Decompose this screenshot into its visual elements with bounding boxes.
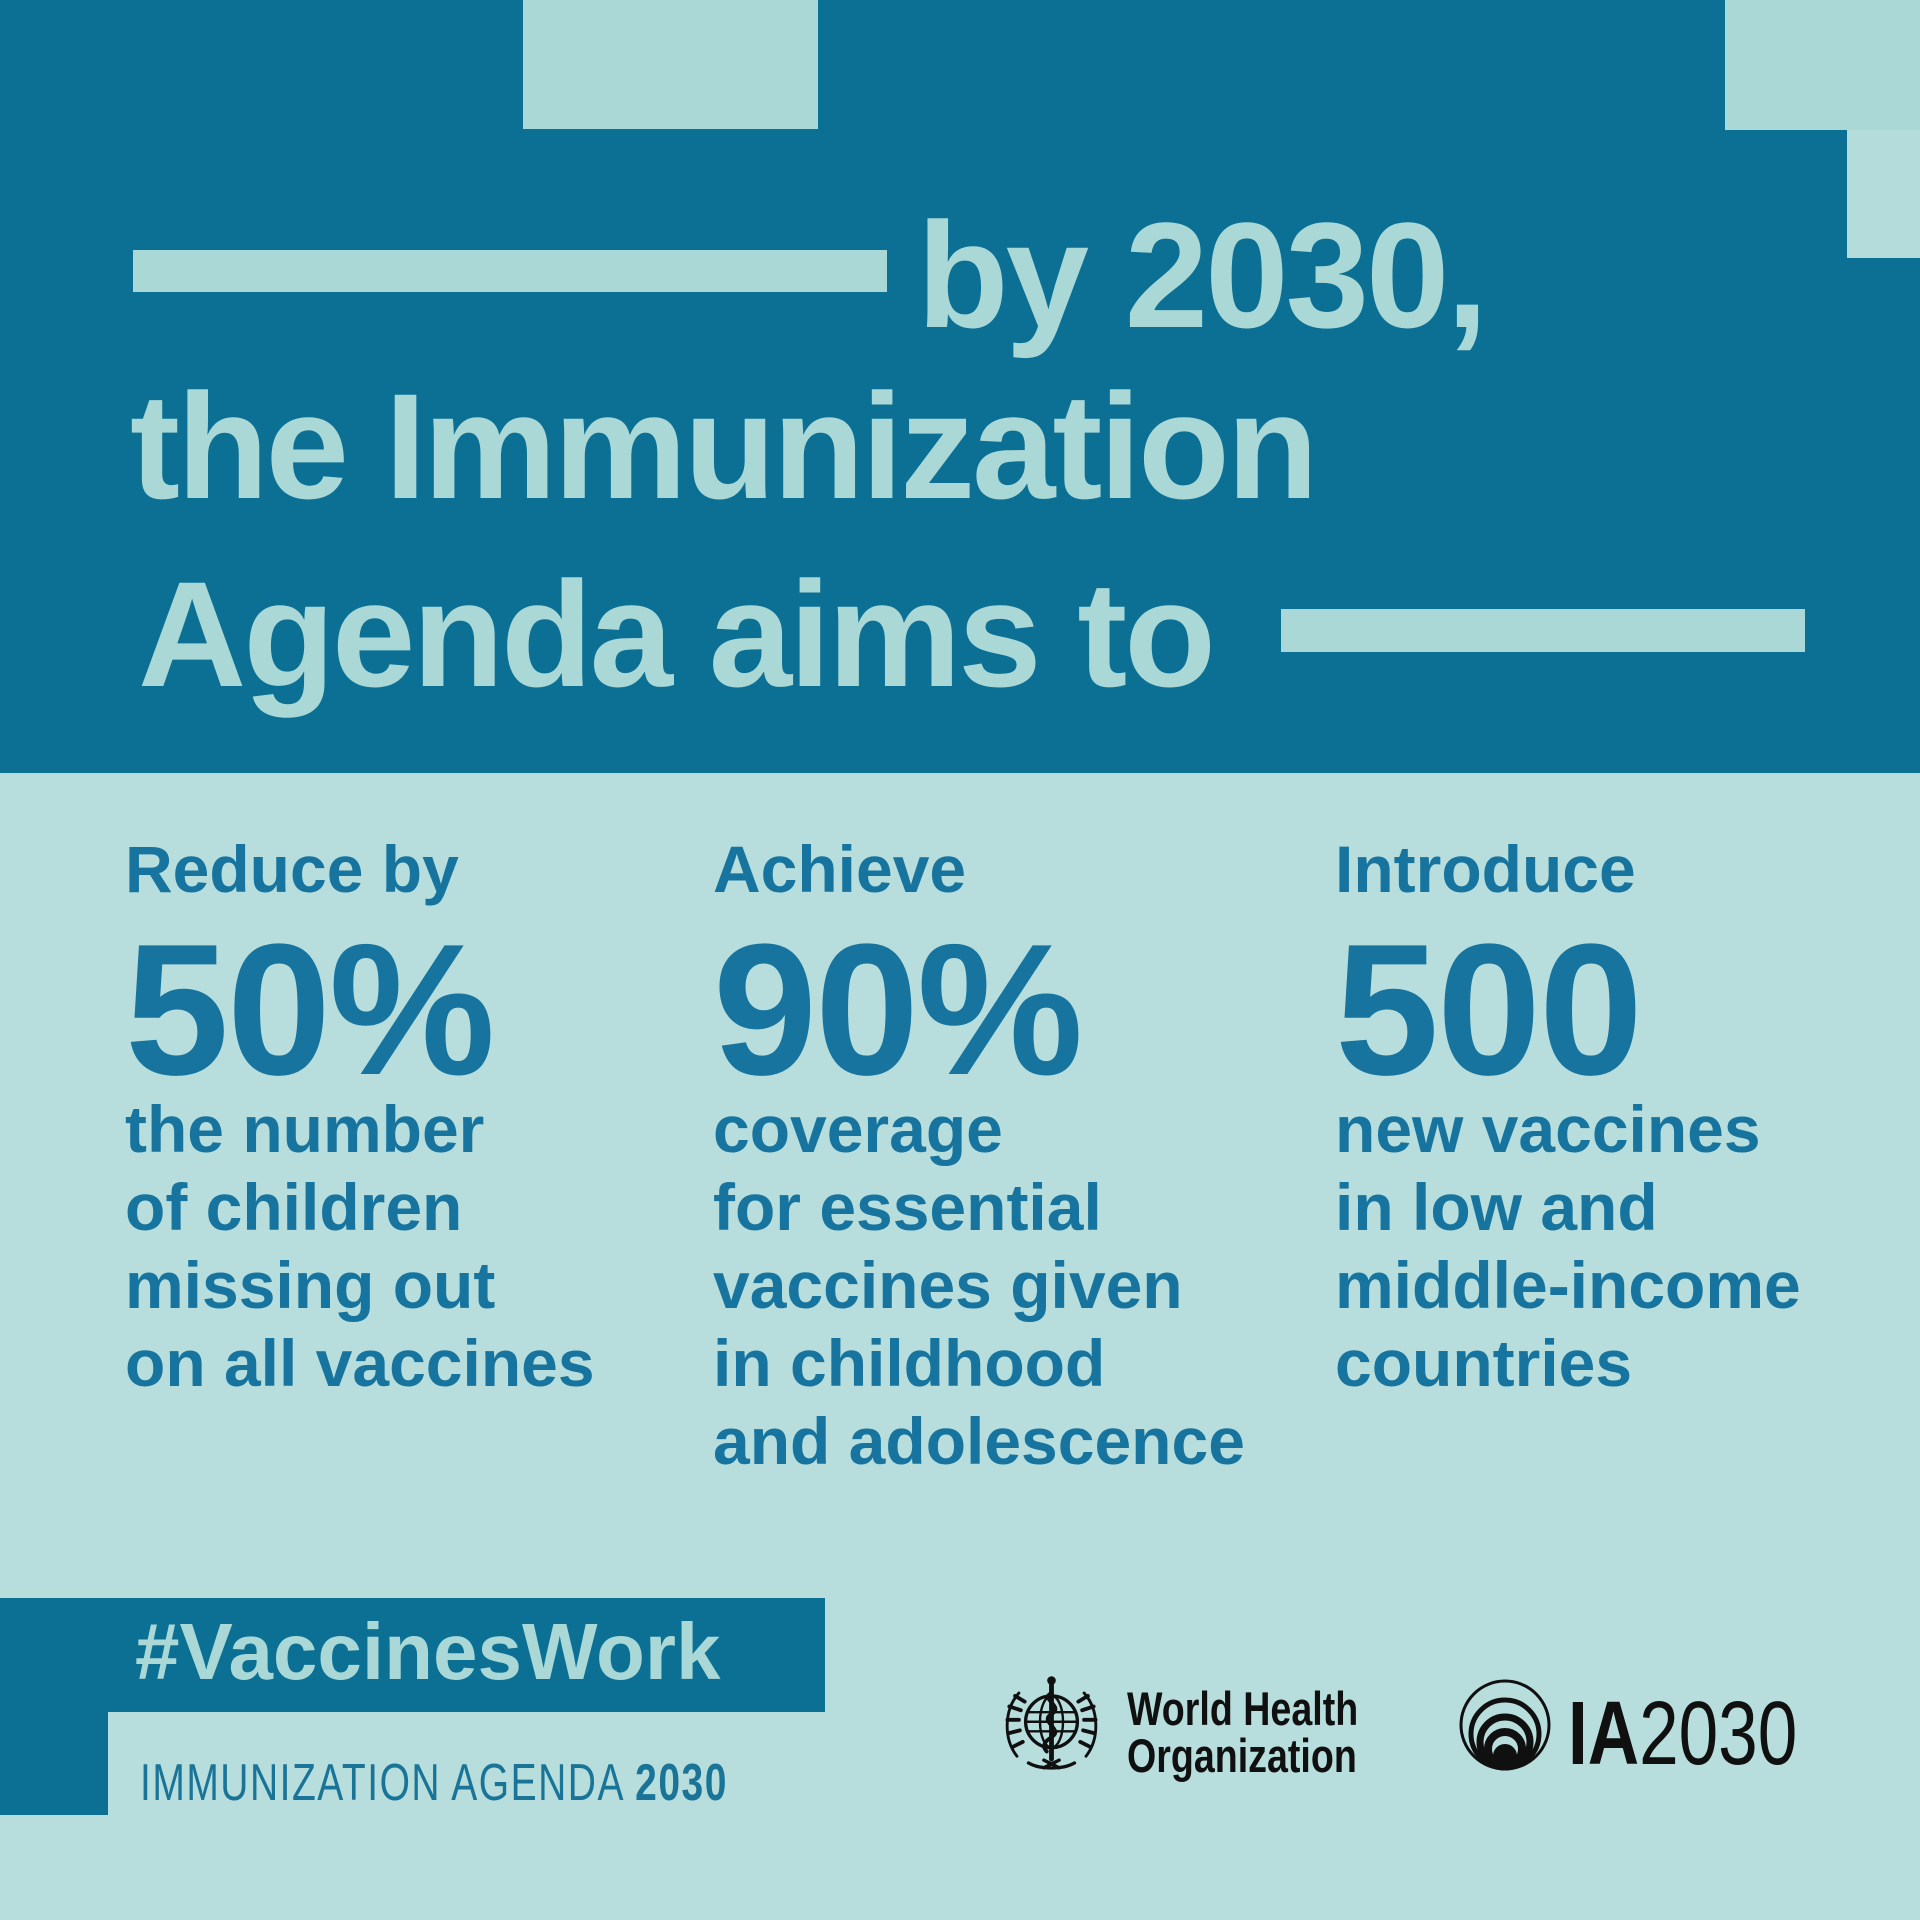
headline-line2: the Immunization: [130, 362, 1316, 530]
decor-bar-left: [133, 250, 887, 292]
goal-stat-value: 500: [1335, 905, 1642, 1114]
headline-line3: Agenda aims to: [138, 550, 1213, 718]
goal-description-line: of children: [125, 1170, 463, 1244]
goal-description: [125, 1090, 595, 1402]
ia2030-prefix: IA: [1568, 1684, 1640, 1784]
goal-reduce: [125, 830, 595, 1402]
goal-description-line: in low and: [1335, 1170, 1658, 1244]
goal-description-line: countries: [1335, 1326, 1633, 1400]
goal-description-line: for essential: [713, 1170, 1102, 1244]
goal-description-line: the number: [125, 1092, 485, 1166]
goal-description: [713, 1090, 1245, 1480]
who-name: [1127, 1682, 1359, 1782]
ia2030-wordmark: [1568, 1684, 1798, 1784]
program-label: IMMUNIZATION AGENDA: [140, 1754, 623, 1812]
decor-square-top-center: [523, 0, 818, 129]
who-name-line1: World Health: [1127, 1682, 1359, 1735]
ia2030-ripple-icon: [1455, 1676, 1555, 1778]
goal-description-line: middle-income: [1335, 1248, 1801, 1322]
goal-description-line: missing out: [125, 1248, 496, 1322]
goal-action-label: Reduce by: [125, 832, 459, 906]
goal-description-line: in childhood: [713, 1326, 1106, 1400]
header-band: [0, 0, 1920, 773]
who-logo: [994, 1670, 1454, 1800]
goal-stat-value: 90%: [713, 905, 1082, 1114]
ia2030-year: 2030: [1639, 1684, 1798, 1784]
goal-action-label: Achieve: [713, 832, 967, 906]
goal-description-line: and adolescence: [713, 1404, 1245, 1478]
decor-bar-right: [1281, 609, 1805, 652]
decor-square-top-right-upper: [1725, 0, 1920, 130]
goal-description-line: vaccines given: [713, 1248, 1183, 1322]
goal-introduce: [1335, 830, 1801, 1402]
program-year: 2030: [635, 1754, 728, 1812]
goal-description-line: on all vaccines: [125, 1326, 595, 1400]
goal-description-line: coverage: [713, 1092, 1003, 1166]
goal-action-label: Introduce: [1335, 832, 1636, 906]
ia2030-logo: [1455, 1672, 1875, 1792]
headline-intro: by 2030,: [917, 191, 1486, 359]
goal-description-line: new vaccines: [1335, 1092, 1761, 1166]
goal-stat-value: 50%: [125, 905, 494, 1114]
hashtag-label: #VaccinesWork: [135, 1607, 721, 1696]
program-name: [140, 1754, 728, 1812]
who-emblem-icon: [994, 1670, 1109, 1785]
who-name-line2: Organization: [1127, 1729, 1357, 1782]
goal-achieve: [713, 830, 1245, 1480]
goal-description: [1335, 1090, 1801, 1402]
